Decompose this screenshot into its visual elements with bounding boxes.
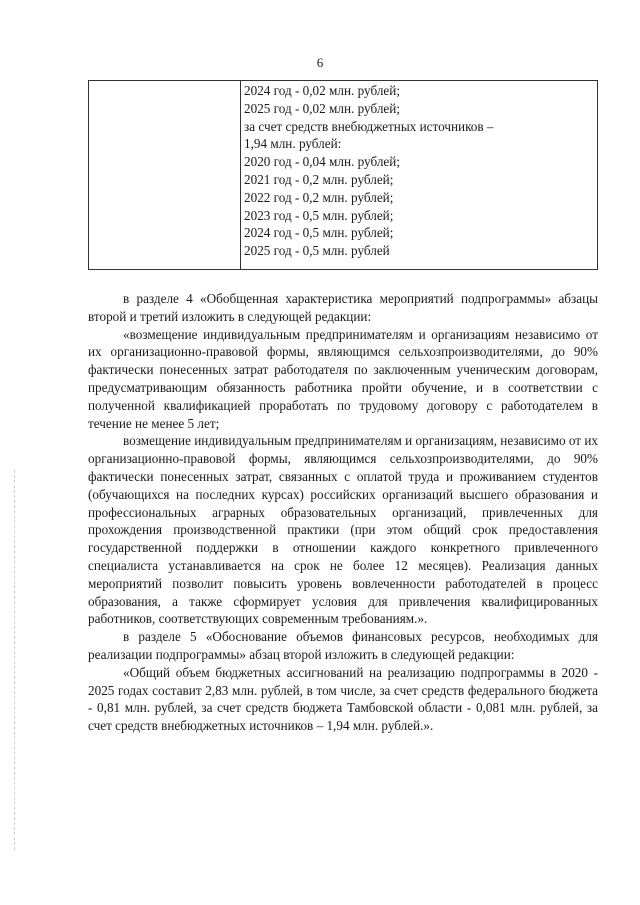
document-body <box>88 290 598 735</box>
table-line: 2021 год - 0,2 млн. рублей; <box>244 171 394 187</box>
paragraph-compensation-contracts: «возмещение индивидуальным предпринимателям и организациям независимо от их организационно-правовой формы, являющимся сельхозпроизводителями, до 90% фактически понесенных затрат работодателя по заключенным ученическим договорам, предусматривающим обязанность работника пройти обучение, и в соответствии с полученной квалификацией проработать по трудовому договору с работодателем в течение не менее 5 лет; <box>88 326 598 431</box>
table-line: 2020 год - 0,04 млн. рублей; <box>244 154 400 170</box>
page-number: 6 <box>316 55 324 70</box>
table-line: 2023 год - 0,5 млн. рублей; <box>244 207 394 223</box>
table-line: 2022 год - 0,2 млн. рублей; <box>244 189 394 205</box>
table-line: 2024 год - 0,02 млн. рублей; <box>244 83 400 98</box>
table-line: 2024 год - 0,5 млн. рублей; <box>244 225 394 241</box>
paragraph-section4-intro: в разделе 4 «Обобщенная характеристика мероприятий подпрограммы» абзацы второй и третий изложить в следующей редакции: <box>88 291 598 324</box>
paragraph-compensation-students: возмещение индивидуальным предпринимателям и организациям, независимо от их организационно-правовой формы, являющимся сельхозпроизводителями, до 90% фактически понесенных затрат, связанных с оплатой труда и проживанием студентов (обучающихся на последних курсах) российских организаций высшего образования и профессиональных аграрных образовательных организаций, привлеченных для прохождения производственной практики (при этом общий срок предоставления государственной поддержки в отношении каждого конкретного привлеченного специалиста устанавливается на срок не более 12 месяцев). Реализация данных мероприятий позволит повысить уровень вовлеченности работодателей в процесс образования, а также сформирует условия для привлечения квалифицированных работников, соответствующих современным требованиям.». <box>88 433 598 627</box>
funding-table <box>88 80 598 270</box>
table-line: 2025 год - 0,5 млн. рублей <box>244 243 390 259</box>
table-line: за счет средств внебюджетных источников – <box>244 118 494 134</box>
paragraph-total-budget: «Общий объем бюджетных ассигнований на реализацию подпрограммы в 2020 - 2025 годах составит 2,83 млн. рублей, в том числе, за счет средств федерального бюджета - 0,81 млн. рублей, за счет средств бюджета Тамбовской области - 0,081 млн. рублей, за счет средств внебюджетных источников – 1,94 млн. рублей.». <box>88 664 598 734</box>
table-line: 1,94 млн. рублей: <box>244 136 342 152</box>
table-line: 2025 год - 0,02 млн. рублей; <box>244 100 400 116</box>
table-left-cell <box>89 81 241 269</box>
table-right-cell <box>241 81 597 269</box>
scan-margin-line <box>14 470 16 850</box>
paragraph-section5-intro: в разделе 5 «Обоснование объемов финансовых ресурсов, необходимых для реализации подпрограммы» абзац второй изложить в следующей редакции: <box>88 629 598 662</box>
